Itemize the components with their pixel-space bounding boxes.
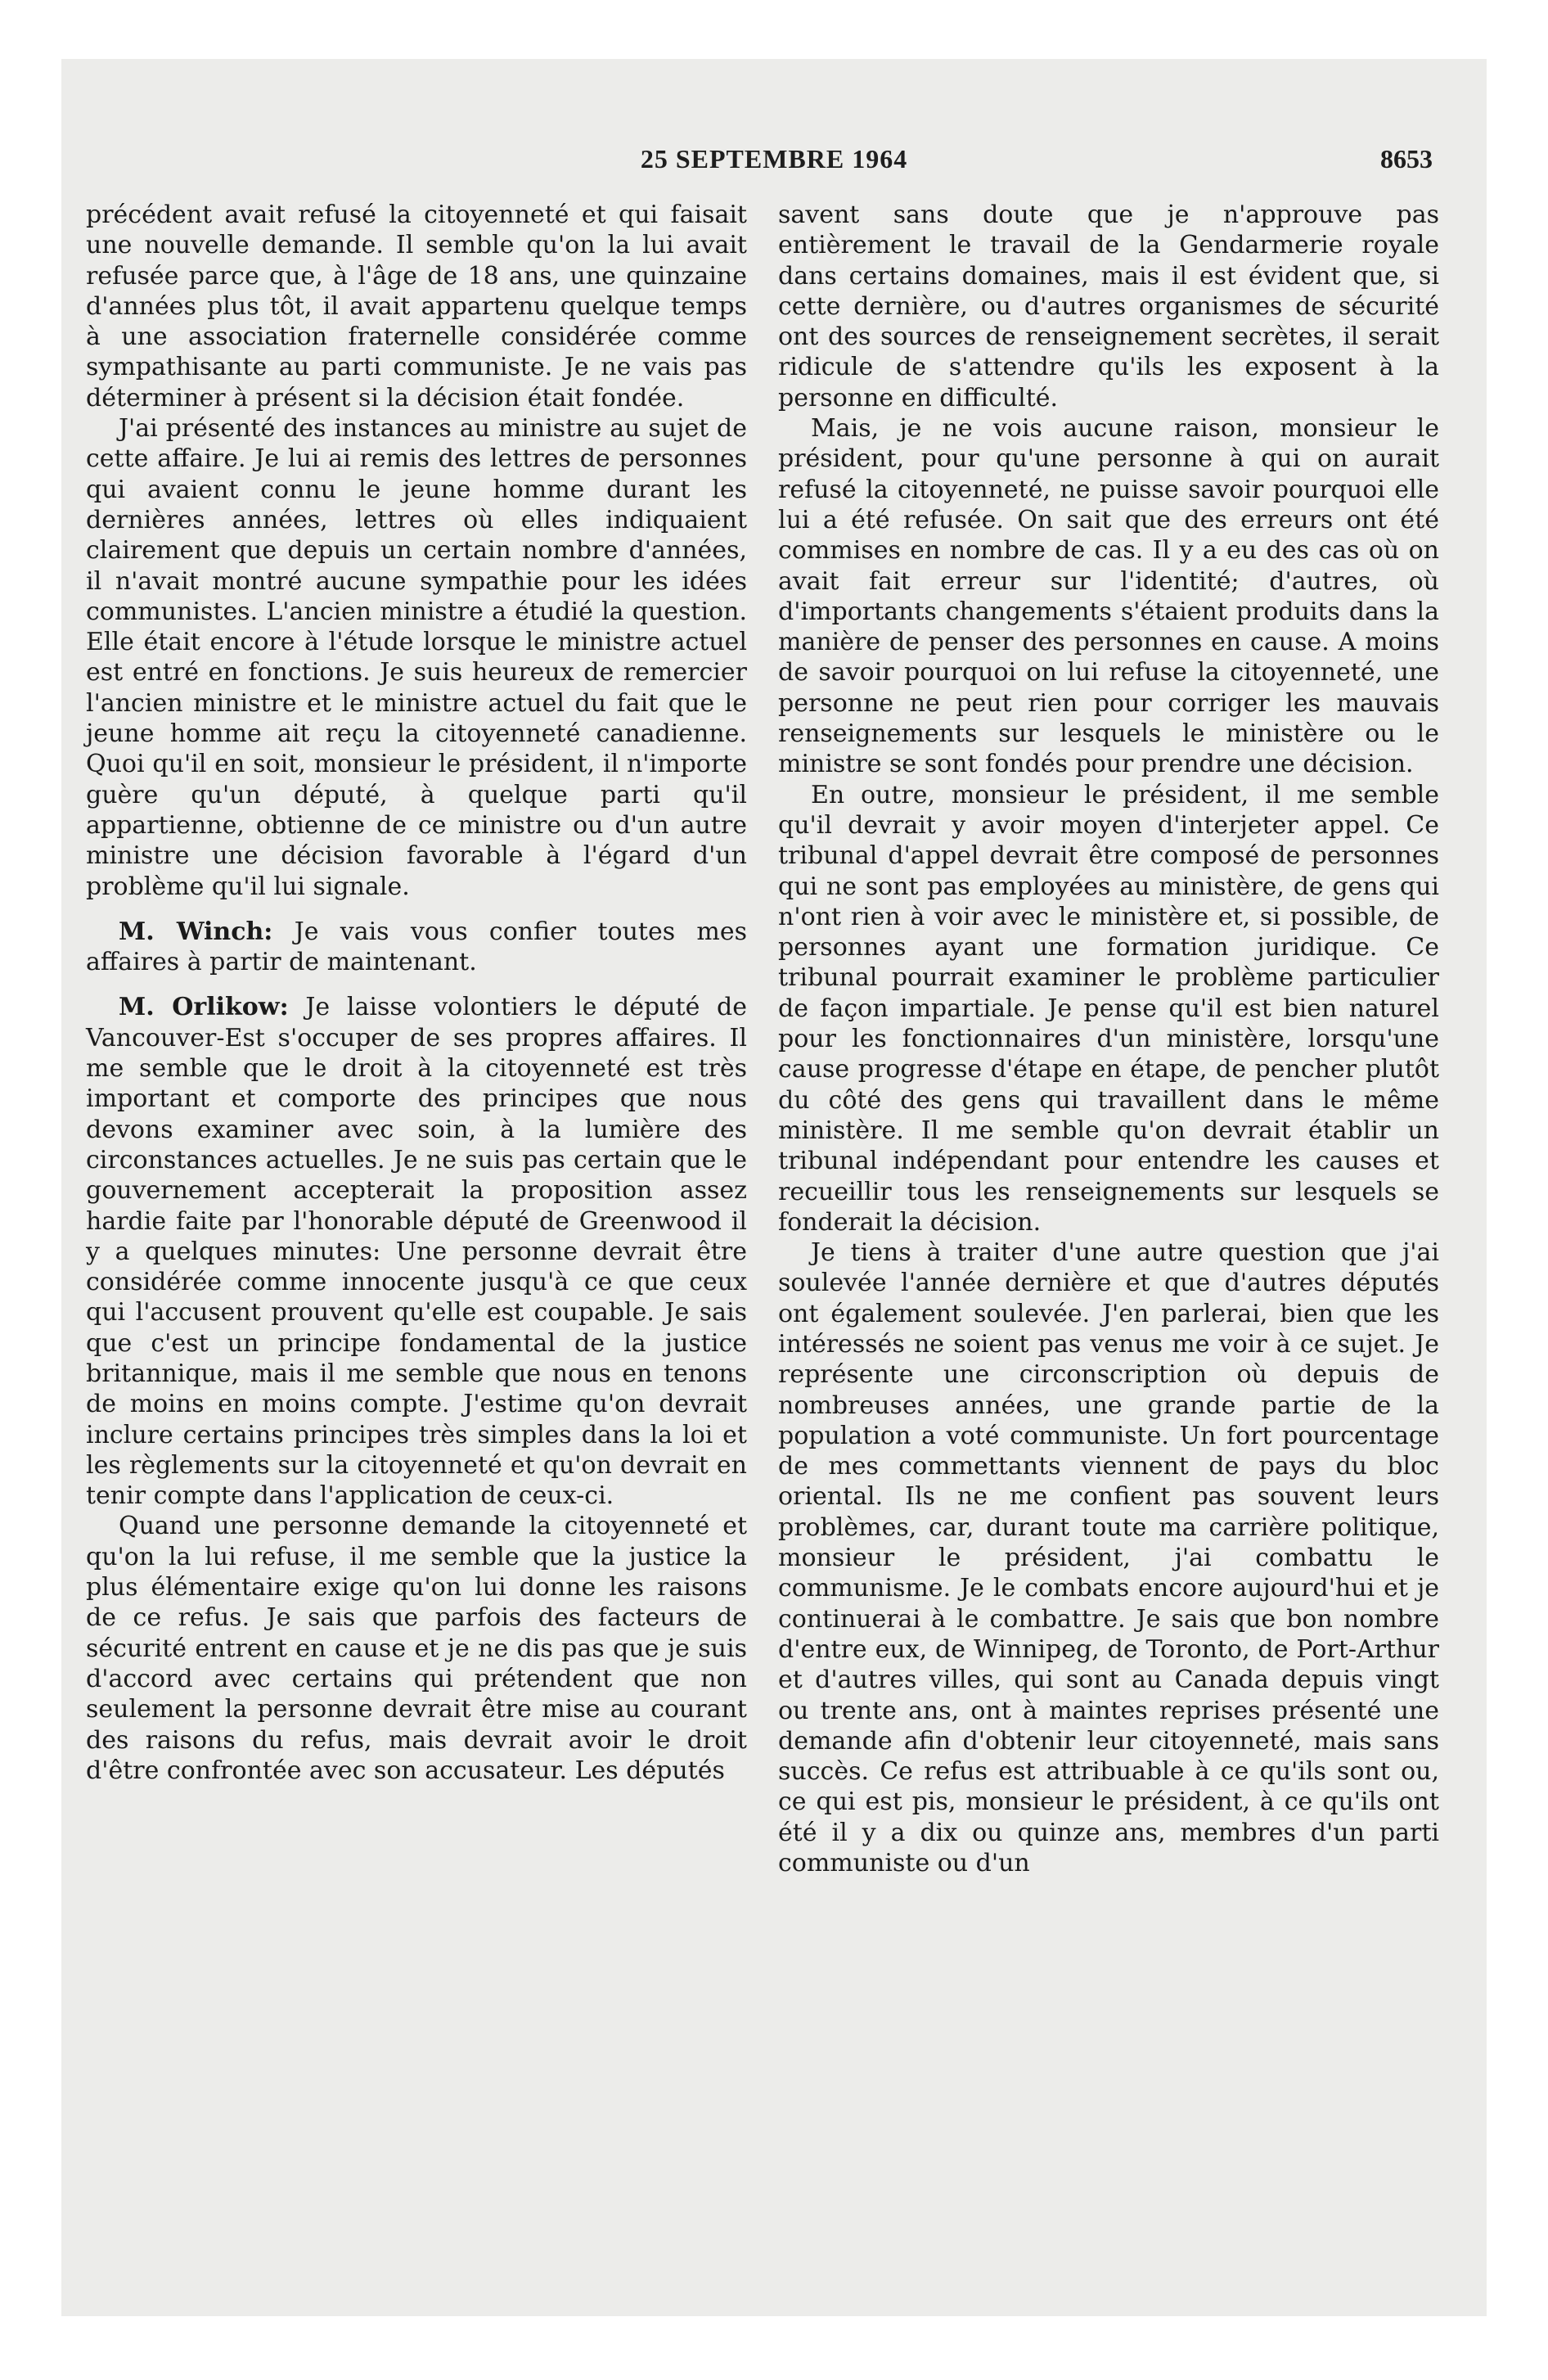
page-header <box>61 144 1487 185</box>
speaker-text: Je vais vous confier toutes mes affaires à partir de maintenant. <box>86 917 748 977</box>
header-date: 25 SEPTEMBRE 1964 <box>640 144 908 174</box>
paragraph: Mais, je ne vois aucune raison, monsieur le président, pour qu'une personne à qui on aurait refusé la citoyenneté, ne puisse savoir pourquoi elle lui a été refusée. On sait que des erreurs ont été commises en nombre de cas. Il y a eu des cas où on avait fait erreur sur l'identité; d'autres, où d'importants changements s'étaient produits dans la manière de penser des personnes en cause. A moins de savoir pourquoi on lui refuse la citoyenneté, une personne ne peut rien pour corriger les mauvais renseignements sur lesquels le ministère ou le ministre se sont fondés pour prendre une décision. <box>778 414 1439 779</box>
speaker-name: M. Winch: <box>119 917 273 946</box>
speaker-name: M. Orlikow: <box>119 993 289 1022</box>
paragraph: En outre, monsieur le président, il me semble qu'il devrait y avoir moyen d'interjeter appel. Ce tribunal d'appel devrait être composé de personnes qui ne sont pas employées au ministère, de gens qui n'ont rien à voir avec le ministère et, si possible, de personnes ayant une formation juridique. Ce tribunal pourrait examiner le problème particulier de façon impartiale. Je pense qu'il est bien naturel pour les fonctionnaires d'un ministère, lorsqu'une cause progresse d'étape en étape, de pencher plutôt du côté des gens qui travaillent dans le même ministère. Il me semble qu'on devrait établir un tribunal indépendant pour entendre les causes et recueillir tous les renseignements sur lesquels se fonderait la décision. <box>778 780 1439 1237</box>
paragraph: J'ai présenté des instances au ministre au sujet de cette affaire. Je lui ai remis des lettres de personnes qui avaient connu le jeune homme durant les dernières années, lettres où elles indiquaient clairement que depuis un certain nombre d'années, il n'avait montré aucune sympathie pour les idées communistes. L'ancien ministre a étudié la question. Elle était encore à l'étude lorsque le ministre actuel est entré en fonctions. Je suis heureux de remercier l'ancien ministre et le ministre actuel du fait que le jeune homme ait reçu la citoyenneté canadienne. Quoi qu'il en soit, monsieur le président, il n'importe guère qu'un député, à quelque parti qu'il appartienne, obtienne de ce ministre ou d'un autre ministre une décision favorable à l'égard d'un problème qu'il lui signale. <box>86 414 747 901</box>
speaker-paragraph-winch <box>86 917 747 978</box>
left-column <box>86 200 747 1786</box>
page-number: 8653 <box>1380 144 1433 174</box>
paragraph: Quand une personne demande la citoyenneté et qu'on la lui refuse, il me semble que la justice la plus élémentaire exige qu'on lui donne les raisons de ce refus. Je sais que parfois des facteurs de sécurité entrent en cause et je ne dis pas que je suis d'accord avec certains qui prétendent que non seulement la personne devrait être mise au courant des raisons du refus, mais devrait avoir le droit d'être confrontée avec son accusateur. Les députés <box>86 1512 747 1785</box>
paragraph: Je tiens à traiter d'une autre question que j'ai soulevée l'année dernière et que d'autres députés ont également soulevée. J'en parlerai, bien que les intéressés ne soient pas venus me voir à ce sujet. Je représente une circonscription où depuis de nombreuses années, une grande partie de la population a voté communiste. Un fort pourcentage de mes commettants viennent de pays du bloc oriental. Ils ne me confient pas souvent leurs problèmes, car, durant toute ma carrière politique, monsieur le président, j'ai combattu le communisme. Je le combats encore aujourd'hui et je continuerai à le combattre. Je sais que bon nombre d'entre eux, de Winnipeg, de Toronto, de Port-Arthur et d'autres villes, qui sont au Canada depuis vingt ou trente ans, ont à maintes reprises présenté une demande afin d'obtenir leur citoyenneté, mais sans succès. Ce refus est attribuable à ce qu'ils sont ou, ce qui est pis, monsieur le président, à ce qu'ils ont été il y a dix ou quinze ans, membres d'un parti communiste ou d'un <box>778 1238 1439 1878</box>
paragraph: précédent avait refusé la citoyenneté et qui faisait une nouvelle demande. Il semble qu'on la lui avait refusée parce que, à l'âge de 18 ans, une quinzaine d'années plus tôt, il avait appartenu quelque temps à une association fraternelle considérée comme sympathisante au parti communiste. Je ne vais pas déterminer à présent si la décision était fondée. <box>86 201 747 412</box>
right-column <box>778 200 1439 1878</box>
paragraph: savent sans doute que je n'approuve pas entièrement le travail de la Gendarmerie royale dans certains domaines, mais il est évident que, si cette dernière, ou d'autres organismes de sécurité ont des sources de renseignement secrètes, il serait ridicule de s'attendre qu'ils les exposent à la personne en difficulté. <box>778 201 1439 412</box>
document-page <box>61 59 1487 2316</box>
speaker-text: Je laisse volontiers le député de Vancouver-Est s'occuper de ses propres affaires. Il me semble que le droit à la citoyenneté est très important et comporte des principes que nous devons examiner avec soin, à la lumière des circonstances actuelles. Je ne suis pas certain que le gouvernement accepterait la proposition assez hardie faite par l'honorable député de Greenwood il y a quelques minutes: Une personne devrait être considérée comme innocente jusqu'à ce que ceux qui l'accusent prouvent qu'elle est coupable. Je sais que c'est un principe fondamental de la justice britannique, mais il me semble que nous en tenons de moins en moins compte. J'estime qu'on devrait inclure certains principes très simples dans la loi et les règlements sur la citoyenneté et qu'on devrait en tenir compte dans l'application de ceux-ci. <box>86 993 747 1511</box>
speaker-paragraph-orlikow <box>86 992 747 1511</box>
